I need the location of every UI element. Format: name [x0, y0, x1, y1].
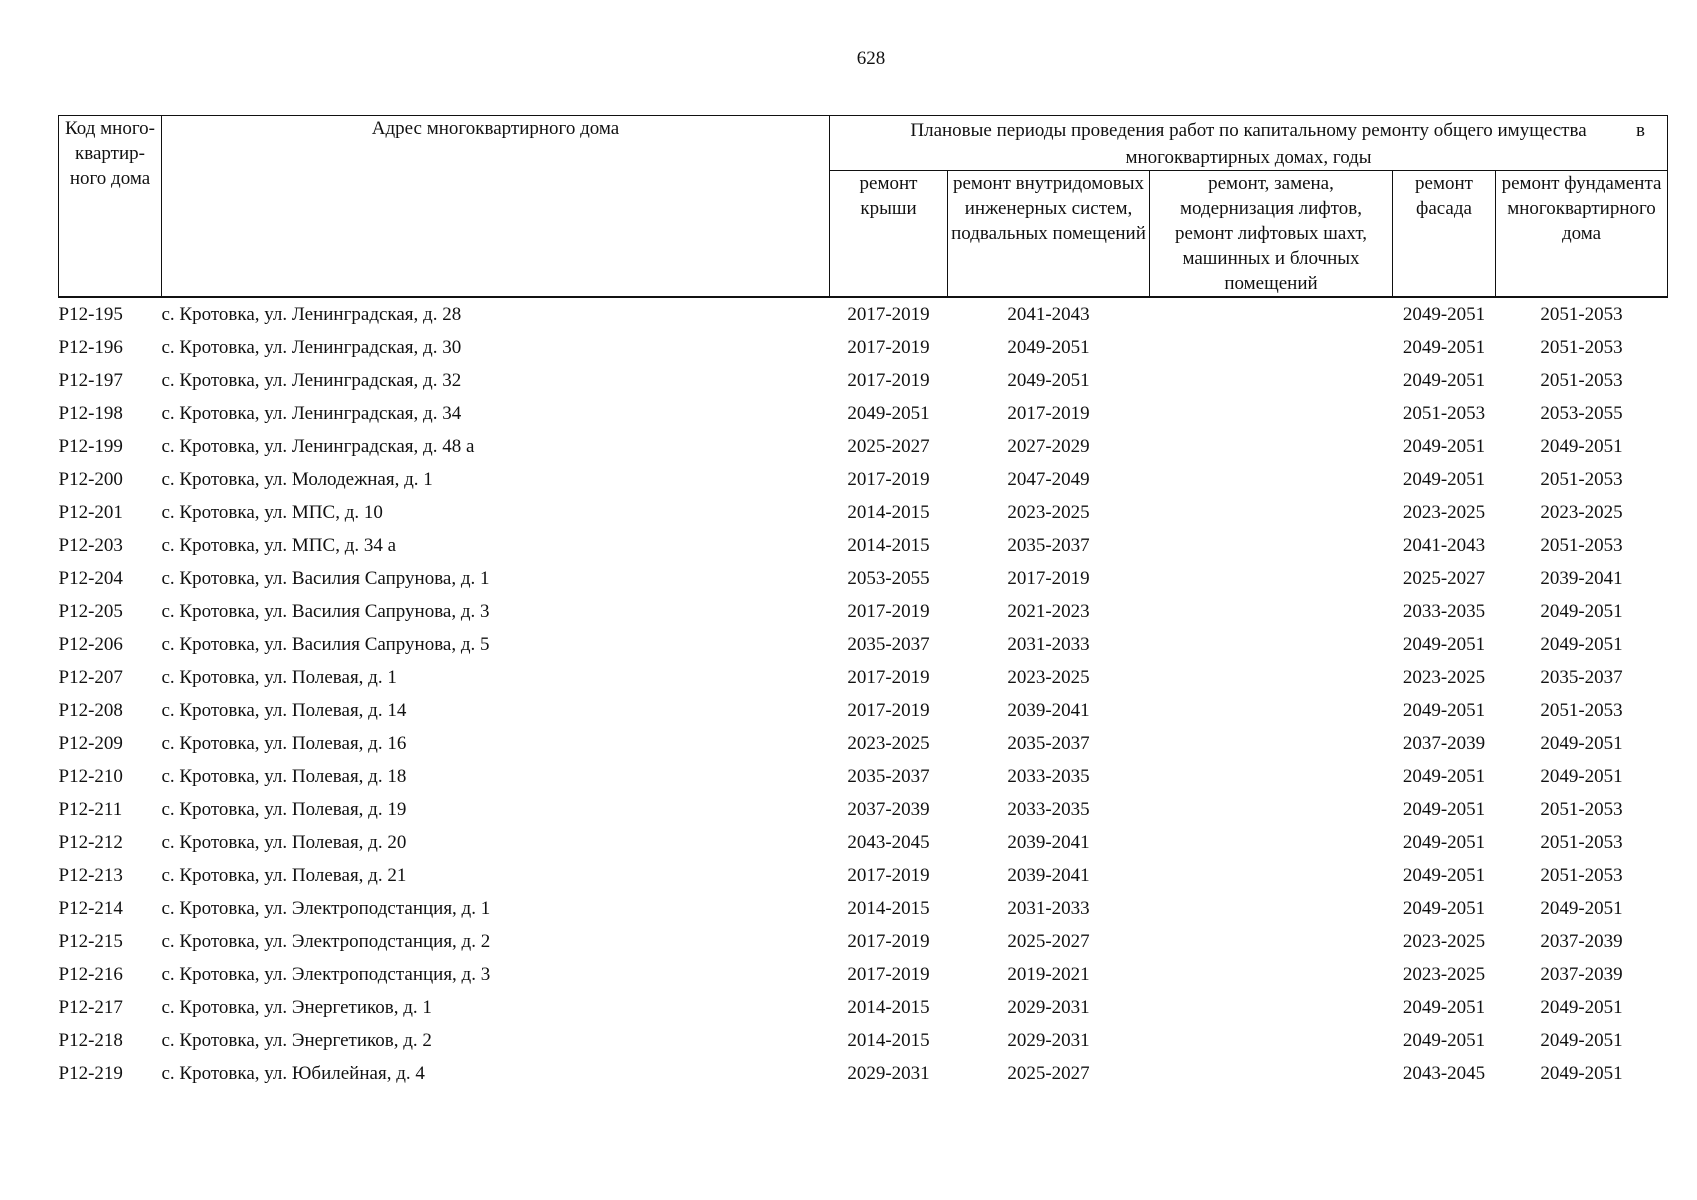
- cell-elevators: [1150, 1024, 1393, 1057]
- cell-code: Р12-196: [58, 337, 123, 358]
- table-row: [59, 925, 1668, 958]
- table-row: [59, 397, 1668, 430]
- cell-code: Р12-195: [58, 304, 123, 325]
- cell-code: Р12-199: [58, 436, 123, 457]
- cell-engineering: 2031-2033: [1007, 898, 1090, 919]
- cell-roof: 2014-2015: [847, 997, 930, 1018]
- cell-elevators: [1150, 529, 1393, 562]
- cell-foundation: 2037-2039: [1540, 964, 1623, 985]
- table-row: [59, 892, 1668, 925]
- table-row: [59, 760, 1668, 793]
- column-header-foundation: ремонт фундамента многоквартирного дома: [1496, 171, 1668, 298]
- cell-code: Р12-212: [58, 832, 123, 853]
- cell-foundation: 2049-2051: [1540, 766, 1623, 787]
- cell-roof: 2017-2019: [847, 304, 930, 325]
- cell-facade: 2049-2051: [1402, 436, 1486, 457]
- cell-foundation: 2049-2051: [1540, 634, 1623, 655]
- table-row: [59, 826, 1668, 859]
- cell-foundation: 2051-2053: [1540, 535, 1623, 556]
- table-row: [59, 727, 1668, 760]
- cell-elevators: [1150, 793, 1393, 826]
- cell-facade: 2037-2039: [1402, 733, 1486, 754]
- cell-elevators: [1150, 463, 1393, 496]
- cell-facade: 2023-2025: [1402, 931, 1486, 952]
- cell-code: Р12-217: [58, 997, 123, 1018]
- cell-elevators: [1150, 694, 1393, 727]
- cell-address: с. Кротовка, ул. Электроподстанция, д. 2: [161, 931, 491, 952]
- table-row: [59, 1024, 1668, 1057]
- cell-elevators: [1150, 628, 1393, 661]
- table-row: [59, 297, 1668, 331]
- table-row: [59, 628, 1668, 661]
- cell-elevators: [1150, 661, 1393, 694]
- cell-engineering: 2031-2033: [1007, 634, 1090, 655]
- cell-roof: 2035-2037: [847, 634, 930, 655]
- table-row: [59, 562, 1668, 595]
- cell-engineering: 2017-2019: [1007, 403, 1090, 424]
- cell-roof: 2017-2019: [847, 964, 930, 985]
- cell-address: с. Кротовка, ул. Юбилейная, д. 4: [161, 1063, 425, 1084]
- cell-roof: 2017-2019: [847, 469, 930, 490]
- cell-engineering: 2035-2037: [1007, 535, 1090, 556]
- cell-facade: 2049-2051: [1402, 304, 1486, 325]
- cell-elevators: [1150, 859, 1393, 892]
- cell-engineering: 2023-2025: [1007, 502, 1090, 523]
- cell-address: с. Кротовка, ул. Полевая, д. 19: [161, 799, 407, 820]
- cell-foundation: 2053-2055: [1540, 403, 1623, 424]
- cell-foundation: 2035-2037: [1540, 667, 1623, 688]
- cell-roof: 2017-2019: [847, 337, 930, 358]
- cell-engineering: 2033-2035: [1007, 799, 1090, 820]
- column-header-code: Код много-квартир-ного дома: [59, 116, 162, 298]
- cell-elevators: [1150, 1057, 1393, 1090]
- cell-code: Р12-209: [58, 733, 123, 754]
- table-row: [59, 661, 1668, 694]
- cell-roof: 2017-2019: [847, 931, 930, 952]
- table-header: [59, 116, 1668, 298]
- column-header-address: Адрес многоквартирного дома: [162, 116, 830, 298]
- cell-foundation: 2051-2053: [1540, 799, 1623, 820]
- cell-facade: 2049-2051: [1402, 469, 1486, 490]
- cell-elevators: [1150, 496, 1393, 529]
- cell-foundation: 2051-2053: [1540, 700, 1623, 721]
- table-row: [59, 430, 1668, 463]
- cell-code: Р12-205: [58, 601, 123, 622]
- cell-engineering: 2039-2041: [1007, 700, 1090, 721]
- cell-engineering: 2029-2031: [1007, 1030, 1090, 1051]
- cell-code: Р12-215: [58, 931, 123, 952]
- table-row: [59, 793, 1668, 826]
- cell-foundation: 2037-2039: [1540, 931, 1623, 952]
- cell-facade: 2049-2051: [1402, 1030, 1486, 1051]
- page-number: 628: [856, 48, 886, 69]
- cell-code: Р12-207: [58, 667, 123, 688]
- table-row: [59, 958, 1668, 991]
- cell-facade: 2049-2051: [1402, 634, 1486, 655]
- cell-foundation: 2049-2051: [1540, 1030, 1623, 1051]
- cell-facade: 2049-2051: [1402, 337, 1486, 358]
- table-row: [59, 364, 1668, 397]
- table-row: [59, 694, 1668, 727]
- cell-code: Р12-218: [58, 1030, 123, 1051]
- cell-engineering: 2021-2023: [1007, 601, 1090, 622]
- cell-address: с. Кротовка, ул. Энергетиков, д. 1: [161, 997, 432, 1018]
- cell-engineering: 2033-2035: [1007, 766, 1090, 787]
- cell-facade: 2025-2027: [1402, 568, 1486, 589]
- cell-address: с. Кротовка, ул. Полевая, д. 18: [161, 766, 407, 787]
- cell-elevators: [1150, 430, 1393, 463]
- cell-foundation: 2051-2053: [1540, 469, 1623, 490]
- cell-code: Р12-219: [58, 1063, 123, 1084]
- cell-foundation: 2049-2051: [1540, 601, 1623, 622]
- cell-elevators: [1150, 562, 1393, 595]
- cell-roof: 2053-2055: [847, 568, 930, 589]
- plan-title-tail: в: [1636, 120, 1646, 141]
- cell-facade: 2023-2025: [1402, 964, 1486, 985]
- table-row: [59, 331, 1668, 364]
- cell-engineering: 2019-2021: [1007, 964, 1090, 985]
- cell-address: с. Кротовка, ул. Василия Сапрунова, д. 1: [161, 568, 490, 589]
- cell-code: Р12-203: [58, 535, 123, 556]
- cell-engineering: 2049-2051: [1007, 337, 1090, 358]
- cell-roof: 2014-2015: [847, 1030, 930, 1051]
- cell-facade: 2043-2045: [1402, 1063, 1486, 1084]
- cell-address: с. Кротовка, ул. Энергетиков, д. 2: [161, 1030, 432, 1051]
- cell-elevators: [1150, 991, 1393, 1024]
- cell-foundation: 2039-2041: [1540, 568, 1623, 589]
- cell-engineering: 2029-2031: [1007, 997, 1090, 1018]
- column-header-facade: ремонт фасада: [1393, 171, 1496, 298]
- cell-facade: 2033-2035: [1402, 601, 1486, 622]
- cell-roof: 2017-2019: [847, 667, 930, 688]
- column-header-engineering: ремонт внутридомовых инженерных систем, подвальных помещений: [948, 171, 1150, 298]
- table-row: [59, 529, 1668, 562]
- cell-roof: 2014-2015: [847, 535, 930, 556]
- cell-address: с. Кротовка, ул. Электроподстанция, д. 1: [161, 898, 491, 919]
- cell-elevators: [1150, 892, 1393, 925]
- cell-facade: 2049-2051: [1402, 997, 1486, 1018]
- cell-code: Р12-197: [58, 370, 123, 391]
- cell-address: с. Кротовка, ул. Ленинградская, д. 32: [161, 370, 462, 391]
- cell-facade: 2049-2051: [1402, 766, 1486, 787]
- cell-foundation: 2049-2051: [1540, 997, 1623, 1018]
- cell-roof: 2037-2039: [847, 799, 930, 820]
- cell-foundation: 2023-2025: [1540, 502, 1623, 523]
- cell-elevators: [1150, 595, 1393, 628]
- cell-foundation: 2049-2051: [1540, 733, 1623, 754]
- cell-foundation: 2051-2053: [1540, 370, 1623, 391]
- cell-elevators: [1150, 760, 1393, 793]
- cell-facade: 2041-2043: [1402, 535, 1486, 556]
- cell-engineering: 2027-2029: [1007, 436, 1090, 457]
- cell-elevators: [1150, 364, 1393, 397]
- cell-address: с. Кротовка, ул. Электроподстанция, д. 3: [161, 964, 491, 985]
- cell-roof: 2017-2019: [847, 601, 930, 622]
- cell-address: с. Кротовка, ул. Полевая, д. 14: [161, 700, 407, 721]
- cell-engineering: 2025-2027: [1007, 1063, 1090, 1084]
- cell-engineering: 2047-2049: [1007, 469, 1090, 490]
- cell-code: Р12-201: [58, 502, 123, 523]
- cell-roof: 2025-2027: [847, 436, 930, 457]
- cell-engineering: 2049-2051: [1007, 370, 1090, 391]
- cell-address: с. Кротовка, ул. МПС, д. 34 а: [161, 535, 397, 556]
- capital-repair-schedule-table: [58, 115, 1668, 1090]
- cell-engineering: 2023-2025: [1007, 667, 1090, 688]
- cell-foundation: 2049-2051: [1540, 1063, 1623, 1084]
- column-header-plan-group: [830, 116, 1668, 171]
- cell-facade: 2049-2051: [1402, 865, 1486, 886]
- column-header-roof: ремонт крыши: [830, 171, 948, 298]
- cell-address: с. Кротовка, ул. Молодежная, д. 1: [161, 469, 433, 490]
- cell-code: Р12-208: [58, 700, 123, 721]
- cell-roof: 2049-2051: [847, 403, 930, 424]
- cell-roof: 2035-2037: [847, 766, 930, 787]
- table-row: [59, 1057, 1668, 1090]
- cell-address: с. Кротовка, ул. Полевая, д. 16: [161, 733, 407, 754]
- cell-roof: 2023-2025: [847, 733, 930, 754]
- cell-elevators: [1150, 826, 1393, 859]
- cell-address: с. Кротовка, ул. Полевая, д. 20: [161, 832, 407, 853]
- cell-engineering: 2035-2037: [1007, 733, 1090, 754]
- cell-foundation: 2051-2053: [1540, 304, 1623, 325]
- cell-address: с. Кротовка, ул. Полевая, д. 1: [161, 667, 397, 688]
- cell-code: Р12-216: [58, 964, 123, 985]
- cell-roof: 2043-2045: [847, 832, 930, 853]
- cell-engineering: 2025-2027: [1007, 931, 1090, 952]
- cell-foundation: 2051-2053: [1540, 832, 1623, 853]
- table-row: [59, 595, 1668, 628]
- cell-address: с. Кротовка, ул. МПС, д. 10: [161, 502, 383, 523]
- plan-title-text: Плановые периоды проведения работ по капитальному ремонту общего имущества: [910, 120, 1587, 141]
- cell-address: с. Кротовка, ул. Ленинградская, д. 30: [161, 337, 462, 358]
- cell-elevators: [1150, 727, 1393, 760]
- cell-elevators: [1150, 331, 1393, 364]
- cell-facade: 2023-2025: [1402, 502, 1486, 523]
- cell-address: с. Кротовка, ул. Василия Сапрунова, д. 5: [161, 634, 490, 655]
- cell-code: Р12-206: [58, 634, 123, 655]
- cell-facade: 2049-2051: [1402, 799, 1486, 820]
- cell-elevators: [1150, 397, 1393, 430]
- cell-roof: 2029-2031: [847, 1063, 930, 1084]
- cell-elevators: [1150, 925, 1393, 958]
- cell-facade: 2051-2053: [1402, 403, 1486, 424]
- cell-address: с. Кротовка, ул. Полевая, д. 21: [161, 865, 407, 886]
- cell-facade: 2023-2025: [1402, 667, 1486, 688]
- cell-facade: 2049-2051: [1402, 700, 1486, 721]
- cell-code: Р12-198: [58, 403, 123, 424]
- cell-engineering: 2017-2019: [1007, 568, 1090, 589]
- cell-code: Р12-213: [58, 865, 123, 886]
- cell-foundation: 2049-2051: [1540, 436, 1623, 457]
- cell-code: Р12-214: [58, 898, 123, 919]
- cell-facade: 2049-2051: [1402, 898, 1486, 919]
- table-row: [59, 859, 1668, 892]
- table-row: [59, 463, 1668, 496]
- cell-roof: 2017-2019: [847, 370, 930, 391]
- cell-foundation: 2049-2051: [1540, 898, 1623, 919]
- table-body: [59, 297, 1668, 1090]
- cell-roof: 2017-2019: [847, 865, 930, 886]
- table-row: [59, 496, 1668, 529]
- cell-address: с. Кротовка, ул. Ленинградская, д. 48 а: [161, 436, 475, 457]
- cell-engineering: 2039-2041: [1007, 865, 1090, 886]
- cell-address: с. Кротовка, ул. Василия Сапрунова, д. 3: [161, 601, 490, 622]
- cell-foundation: 2051-2053: [1540, 865, 1623, 886]
- cell-code: Р12-210: [58, 766, 123, 787]
- cell-elevators: [1150, 958, 1393, 991]
- plan-title-line2: многоквартирных домах, годы: [1125, 147, 1372, 168]
- cell-facade: 2049-2051: [1402, 832, 1486, 853]
- cell-roof: 2014-2015: [847, 898, 930, 919]
- cell-elevators: [1150, 297, 1393, 331]
- cell-facade: 2049-2051: [1402, 370, 1486, 391]
- cell-engineering: 2041-2043: [1007, 304, 1090, 325]
- cell-code: Р12-211: [58, 799, 123, 820]
- cell-roof: 2017-2019: [847, 700, 930, 721]
- cell-code: Р12-204: [58, 568, 123, 589]
- cell-engineering: 2039-2041: [1007, 832, 1090, 853]
- cell-code: Р12-200: [58, 469, 123, 490]
- cell-foundation: 2051-2053: [1540, 337, 1623, 358]
- table-row: [59, 991, 1668, 1024]
- cell-address: с. Кротовка, ул. Ленинградская, д. 34: [161, 403, 462, 424]
- column-header-elevators: ремонт, замена, модернизация лифтов, ремонт лифтовых шахт, машинных и блочных помещений: [1150, 171, 1393, 298]
- cell-address: с. Кротовка, ул. Ленинградская, д. 28: [161, 304, 462, 325]
- cell-roof: 2014-2015: [847, 502, 930, 523]
